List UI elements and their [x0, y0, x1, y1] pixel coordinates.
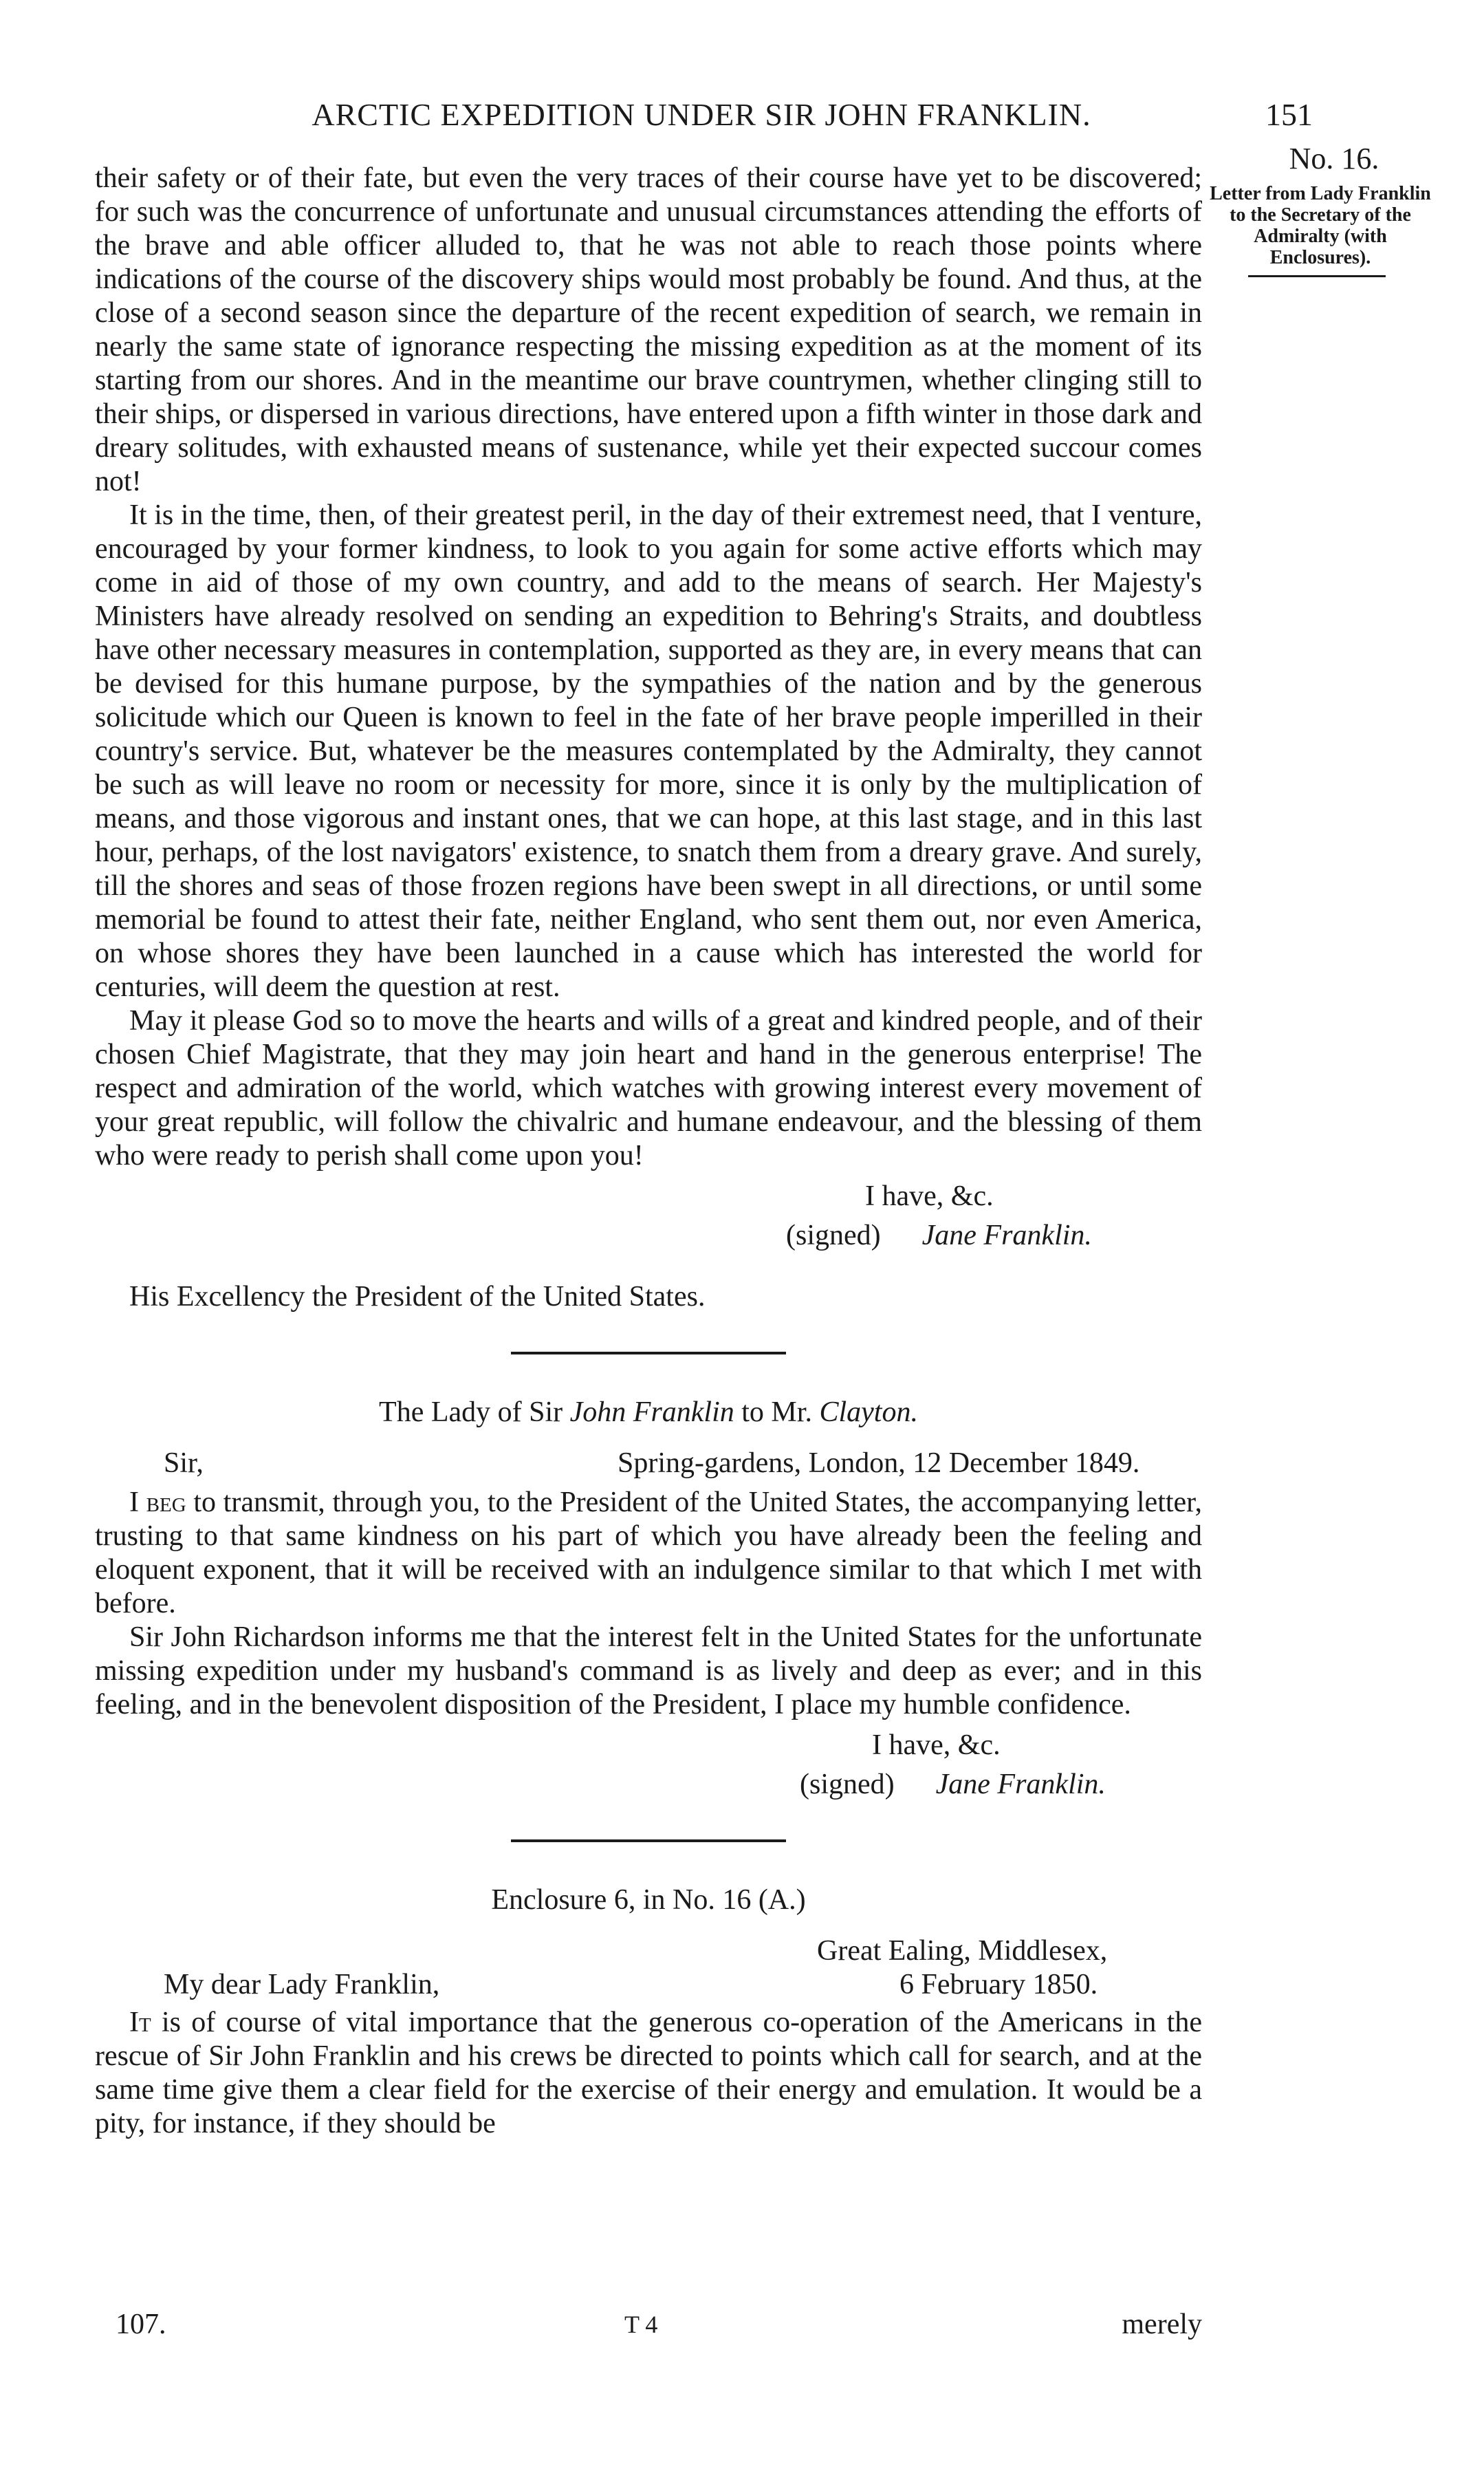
margin-note-rule: [1248, 275, 1386, 277]
enclosure-salutation: My dear Lady Franklin,: [164, 1969, 440, 2000]
signature-mark: 107.: [116, 2309, 166, 2340]
letter1-closing: I have, &c.: [865, 1180, 994, 1212]
letter2-paragraph-1-rest: to transmit, through you, to the President of the United States, the accompanying letter, trusting to that same kindness on his part of which you have already been the feeling and eloquent exponent, that it will be received with an indulgence similar to that which I met with before.: [95, 1487, 1202, 1619]
letter2-closing: I have, &c.: [872, 1729, 1001, 1761]
enclosure-first-word: It: [129, 2007, 151, 2038]
letter2-paragraph-2: Sir John Richardson informs me that the interest felt in the United States for the unfortunate missing expedition under my husband's command is as lively and deep as ever; and in this feeling, and in the benevolent disposition of the President, I place my humble confidence.: [95, 1621, 1202, 1720]
letter2-salutation-row: [95, 1447, 1202, 1480]
letter2-date-line: Spring-gardens, London, 12 December 1849.: [618, 1447, 1140, 1479]
letter1-signature: Jane Franklin.: [921, 1220, 1092, 1251]
letter2-heading-to: to Mr.: [741, 1396, 812, 1428]
letter2-heading: [95, 1396, 1202, 1429]
letter-to-clayton: [95, 1396, 1202, 1802]
enclosure-salutation-row: [95, 1968, 1202, 2002]
letter1-addressee: His Excellency the President of the United States.: [129, 1281, 706, 1313]
letter2-heading-name: John Franklin: [569, 1396, 734, 1428]
letter2-signed-label: (signed): [800, 1769, 895, 1800]
enclosure-letter: [95, 1883, 1202, 2141]
letter2-heading-prefix: The Lady of Sir: [379, 1396, 563, 1428]
letter2-signature-line: [95, 1768, 1202, 1802]
margin-note: [1207, 141, 1434, 277]
margin-note-number: No. 16.: [1289, 142, 1379, 175]
letter2-signoff: [95, 1729, 1202, 1802]
letter1-paragraph-3: May it please God so to move the hearts and wills of a great and kindred people, and of their chosen Chief Magistrate, that they may join heart and hand in the generous enterprise! The respect and admiration of the world, which watches with growing interest every movement of your great republic, will follow the chivalric and humane endeavour, and the blessing of them who were ready to perish shall come upon you!: [95, 1005, 1202, 1171]
sheet-mark: T 4: [624, 2311, 658, 2338]
catchword: merely: [1122, 2309, 1202, 2340]
page-number: 151: [1265, 97, 1313, 132]
running-head: ARCTIC EXPEDITION UNDER SIR JOHN FRANKLIN.: [312, 97, 1091, 132]
enclosure-date: 6 February 1850.: [899, 1969, 1098, 2000]
enclosure-address: Great Ealing, Middlesex,: [817, 1935, 1108, 1967]
letter2-paragraph-1: [95, 1486, 1202, 1621]
letter1-paragraph-2: It is in the time, then, of their greatest peril, in the day of their extremest need, that I venture, encouraged by your former kindness, to look to you again for some active efforts which may come in aid of those of my own country, and add to the means of search. Her Majesty's Ministers have already resolved on sending an expedition to Behring's Straits, and doubtless have other necessary measures in contemplation, supported as they are, in every means that can be devised for this humane purpose, by the sympathies of the nation and by the generous solicitude which our Queen is known to feel in the fate of her brave people imperilled in their country's service. But, whatever be the measures contemplated by the Admiralty, they cannot be such as will leave no room or necessity for more, since it is only by the multiplication of means, and those vigorous and instant ones, that we can hope, at this last stage, and in this last hour, perhaps, of the lost navigators' existence, to snatch them from a dreary grave. And surely, till the shores and seas of those frozen regions have been swept in all directions, or until some memorial be found to attest their fate, neither England, who sent them out, nor even America, on whose shores they have been launched in a cause which has interested the world for centuries, will deem the question at rest.: [95, 499, 1202, 1003]
letter1-signed-label: (signed): [786, 1220, 881, 1251]
letter2-signature: Jane Franklin.: [935, 1769, 1106, 1800]
letter-to-president: [95, 162, 1202, 1314]
letter1-paragraph-1: their safety or of their fate, but even the very traces of their course have yet to be discovered; for such was the concurrence of unfortunate and unusual circumstances attending the efforts of the brave and able officer alluded to, that he was not able to reach those points where indications of the course of the discovery ships would most probably be found. And thus, at the close of a second season since the departure of the recent expedition of search, we remain in nearly the same state of ignorance respecting the missing expedition as at the moment of its starting from our shores. And in the meantime our brave countrymen, whether clinging still to their ships, or dispersed in various directions, have entered upon a fifth winter in those dark and dreary solitudes, with exhausted means of sustenance, while yet their expected succour comes not!: [95, 162, 1202, 497]
letter2-first-word: I beg: [129, 1487, 186, 1518]
letter2-heading-recipient: Clayton.: [819, 1396, 918, 1428]
section-separator-1: [511, 1352, 786, 1354]
enclosure-paragraph-rest: is of course of vital importance that the generous co-operation of the Americans in the rescue of Sir John Franklin and his crews be directed to points which call for search, and at the same time give them a clear field for the exercise of their energy and emulation. It would be a pity, for instance, if they should be: [95, 2007, 1202, 2139]
letter1-signoff: [95, 1180, 1202, 1314]
margin-note-description: Letter from Lady Franklin to the Secretary of the Admiralty (with Enclosures).: [1210, 183, 1431, 268]
enclosure-paragraph: [95, 2006, 1202, 2141]
enclosure-heading: Enclosure 6, in No. 16 (A.): [491, 1884, 806, 1916]
main-text: [95, 162, 1202, 2141]
letter1-signature-line: [95, 1219, 1202, 1253]
letter2-salutation: Sir,: [164, 1447, 204, 1479]
section-separator-2: [511, 1839, 786, 1842]
